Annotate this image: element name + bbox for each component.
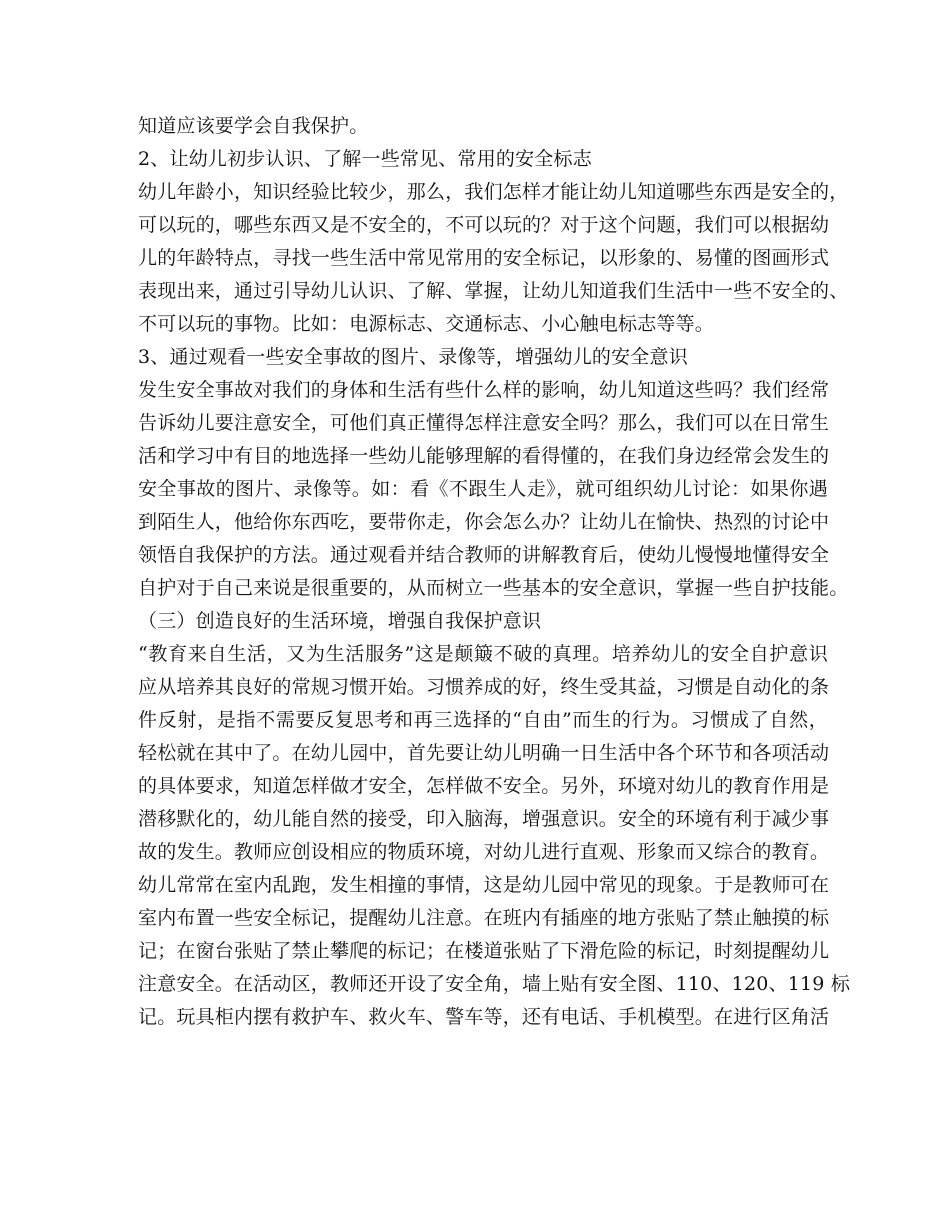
text-line: 记。玩具柜内摆有救护车、救火车、警车等，还有电话、手机模型。在进行区角活 <box>138 1006 830 1028</box>
text-line: 儿的年龄特点，寻找一些生活中常见常用的安全标记，以形象的、易懂的图画形式 <box>138 247 830 269</box>
text-line: 3、通过观看一些安全事故的图片、录像等，增强幼儿的安全意识 <box>138 346 688 368</box>
text-line: 件反射，是指不需要反复思考和再三选择的“自由”而生的行为。习惯成了自然， <box>138 709 828 731</box>
text-line: 自护对于自己来说是很重要的，从而树立一些基本的安全意识，掌握一些自护技能。 <box>138 577 849 599</box>
text-line: 领悟自我保护的方法。通过观看并结合教师的讲解教育后，使幼儿慢慢地懂得安全 <box>138 544 830 566</box>
text-line: 注意安全。在活动区，教师还开设了安全角，墙上贴有安全图、110、120、119 标 <box>138 973 851 995</box>
text-line: 潜移默化的，幼儿能自然的接受，印入脑海，增强意识。安全的环境有利于减少事 <box>138 808 830 830</box>
text-line: 活和学习中有目的地选择一些幼儿能够理解的看得懂的，在我们身边经常会发生的 <box>138 445 830 467</box>
text-line: 安全事故的图片、录像等。如：看《不跟生人走》，就可组织幼儿讨论：如果你遇 <box>138 478 828 500</box>
text-line: 不可以玩的事物。比如：电源标志、交通标志、小心触电标志等等。 <box>138 313 715 335</box>
text-line: 表现出来，通过引导幼儿认识、了解、掌握，让幼儿知道我们生活中一些不安全的、 <box>138 280 849 302</box>
text-line: 告诉幼儿要注意安全，可他们真正懂得怎样注意安全吗？那么，我们可以在日常生 <box>138 412 830 434</box>
text-line: 故的发生。教师应创设相应的物质环境，对幼儿进行直观、形象而又综合的教育。 <box>138 841 830 863</box>
text-line: 的具体要求，知道怎样做才安全，怎样做不安全。另外，环境对幼儿的教育作用是 <box>138 775 830 797</box>
text-line: （三）创造良好的生活环境，增强自我保护意识 <box>138 610 542 632</box>
text-line: 轻松就在其中了。在幼儿园中，首先要让幼儿明确一日生活中各个环节和各项活动 <box>138 742 830 764</box>
text-line: 2、让幼儿初步认识、了解一些常见、常用的安全标志 <box>138 148 592 170</box>
text-line: 幼儿年龄小，知识经验比较少，那么，我们怎样才能让幼儿知道哪些东西是安全的， <box>138 181 849 203</box>
text-line: 知道应该要学会自我保护。 <box>138 115 369 137</box>
text-line: 幼儿常常在室内乱跑，发生相撞的事情，这是幼儿园中常见的现象。于是教师可在 <box>138 874 830 896</box>
text-line: “教育来自生活，又为生活服务”这是颠簸不破的真理。培养幼儿的安全自护意识 <box>138 643 828 665</box>
document-body <box>138 110 851 1034</box>
text-line: 室内布置一些安全标记，提醒幼儿注意。在班内有插座的地方张贴了禁止触摸的标 <box>138 907 830 929</box>
text-line: 到陌生人，他给你东西吃，要带你走，你会怎么办？让幼儿在愉快、热烈的讨论中 <box>138 511 830 533</box>
text-line: 发生安全事故对我们的身体和生活有些什么样的影响，幼儿知道这些吗？我们经常 <box>138 379 830 401</box>
text-line: 记；在窗台张贴了禁止攀爬的标记；在楼道张贴了下滑危险的标记，时刻提醒幼儿 <box>138 940 830 962</box>
text-line: 应从培养其良好的常规习惯开始。习惯养成的好，终生受其益，习惯是自动化的条 <box>138 676 830 698</box>
text-line: 可以玩的，哪些东西又是不安全的，不可以玩的？对于这个问题，我们可以根据幼 <box>138 214 830 236</box>
